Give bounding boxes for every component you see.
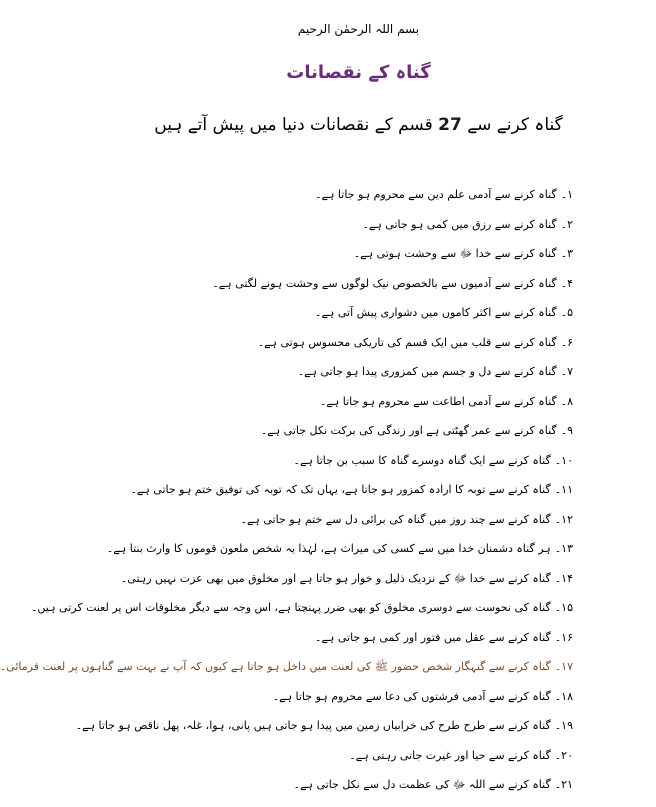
list-item xyxy=(121,269,573,299)
list-item xyxy=(121,357,573,387)
list-item xyxy=(121,623,573,653)
list-item xyxy=(121,328,573,358)
list-item-text: گناہ کرنے سے طرح طرح کی خرابیاں زمین میں پیدا ہو جاتی ہیں پانی، ہوا، غلہ، پھل ناقص ہو جاتا ہے۔ xyxy=(75,719,551,732)
list-item-number: ۷۔ xyxy=(560,365,573,378)
list-item-text: گناہ کرنے سے عقل میں فتور اور کمی ہو جاتی ہے۔ xyxy=(315,630,551,644)
list-item xyxy=(0,652,573,682)
list-item-number: ۴۔ xyxy=(560,276,573,290)
list-item xyxy=(121,505,573,535)
list-item xyxy=(121,475,573,505)
list-item xyxy=(121,741,573,771)
subtitle-prefix: گناہ کرنے سے xyxy=(467,115,563,135)
list-item-text: گناہ کرنے سے گنہگار شخص حضور ﷺ کی لعنت میں داخل ہو جاتا ہے کیوں کہ آپ نے بہت سے گناہوں پر لعنت فرمائی۔ xyxy=(0,660,551,673)
list-item-number: ۹۔ xyxy=(560,424,573,437)
list-item-number: ۱۶۔ xyxy=(554,630,573,644)
list-item-text: گناہ کرنے سے خدا ﷻ کے نزدیک ذلیل و خوار ہو جاتا ہے اور مخلوق میں بھی عزت نہیں رہتی۔ xyxy=(120,571,551,585)
list-item-text: گناہ کرنے سے اللہ ﷻ کی عظمت دل سے نکل جاتی ہے۔ xyxy=(293,778,551,791)
list-item-text: گناہ کرنے سے اکثر کاموں میں دشواری پیش آتی ہے۔ xyxy=(315,306,557,319)
list-item-number: ۱۹۔ xyxy=(554,719,573,732)
list-item xyxy=(121,682,573,712)
list-item xyxy=(75,711,573,741)
list-item-text: گناہ کرنے سے رزق میں کمی ہو جاتی ہے۔ xyxy=(362,217,557,231)
list-item-text: گناہ کرنے سے توبہ کا ارادہ کمزور ہو جاتا ہے، یہاں تک کہ توبہ کی توفیق ختم ہو جاتی ہے۔ xyxy=(130,483,551,496)
list-item xyxy=(30,593,573,623)
list-item xyxy=(121,298,573,328)
list-item-text: گناہ کرنے سے دل و جسم میں کمزوری پیدا ہو جاتی ہے۔ xyxy=(297,365,557,378)
list-item xyxy=(121,564,573,594)
list-item-text: گناہ کرنے سے قلب میں ایک قسم کی تاریکی محسوس ہوتی ہے۔ xyxy=(257,335,557,349)
list-item xyxy=(121,416,573,446)
subtitle-number: 27 xyxy=(438,115,462,135)
list-item-number: ۲۰۔ xyxy=(554,748,573,762)
list-item-number: ۱۷۔ xyxy=(554,660,573,673)
list-item xyxy=(121,210,573,240)
list-item-number: ۱۴۔ xyxy=(554,571,573,585)
list-item-text: گناہ کرنے سے آدمی اطاعت سے محروم ہو جاتا ہے۔ xyxy=(319,394,557,408)
list-item-text: گناہ کرنے سے ایک گناہ دوسرے گناہ کا سبب بن جاتا ہے۔ xyxy=(293,453,551,467)
list-item-number: ۳۔ xyxy=(560,247,573,260)
list-item-text: گناہ کرنے سے حیا اور غیرت جاتی رہتی ہے۔ xyxy=(349,748,551,762)
list-item xyxy=(121,180,573,210)
list-item-number: ۶۔ xyxy=(560,335,573,349)
list-item-number: ۱۔ xyxy=(560,188,573,201)
list-item-number: ۱۳۔ xyxy=(554,542,573,555)
list-item-number: ۱۱۔ xyxy=(554,483,573,496)
list-item-number: ۱۰۔ xyxy=(554,453,573,467)
list-item xyxy=(121,446,573,476)
list-item-number: ۱۲۔ xyxy=(554,512,573,526)
list-item xyxy=(121,770,573,800)
list-item-text: گناہ کرنے سے عمر گھٹتی ہے اور زندگی کی برکت نکل جاتی ہے۔ xyxy=(260,424,557,437)
list-item-number: ۲۔ xyxy=(560,217,573,231)
list-item xyxy=(121,387,573,417)
subtitle-suffix: قسم کے نقصانات دنیا میں پیش آتے ہیں xyxy=(154,115,433,135)
list-item-number: ۵۔ xyxy=(560,306,573,319)
page-title: گناہ کے نقصانات xyxy=(286,62,431,83)
list-item-text: گناہ کی نحوست سے دوسری مخلوق کو بھی ضرر پہنچتا ہے، اس وجہ سے دیگر مخلوقات اس پر لعنت کرتی ہیں۔ xyxy=(30,601,551,614)
list-item xyxy=(121,239,573,269)
list-item-number: ۱۵۔ xyxy=(554,601,573,614)
list-item-number: ۸۔ xyxy=(560,394,573,408)
list-item-text: گناہ کرنے سے آدمیوں سے بالخصوص نیک لوگوں سے وحشت ہونے لگتی ہے۔ xyxy=(212,276,557,290)
list-item-number: ۲۱۔ xyxy=(554,778,573,791)
list-item-text: ہر گناہ دشمنان خدا میں سے کسی کی میراث ہے، لہٰذا یہ شخص ملعون قوموں کا وارث بنتا ہے۔ xyxy=(106,542,551,555)
list-item-number: ۱۸۔ xyxy=(554,689,573,703)
list-item-text: گناہ کرنے سے آدمی فرشتوں کی دعا سے محروم ہو جاتا ہے۔ xyxy=(272,689,551,703)
harms-list xyxy=(0,180,573,800)
list-item xyxy=(106,534,573,564)
list-item-text: گناہ کرنے سے چند روز میں گناہ کی برائی دل سے ختم ہو جاتی ہے۔ xyxy=(240,512,551,526)
page-subtitle xyxy=(61,114,656,135)
list-item-text: گناہ کرنے سے خدا ﷻ سے وحشت ہوتی ہے۔ xyxy=(353,247,557,260)
list-item-text: گناہ کرنے سے آدمی علم دین سے محروم ہو جاتا ہے۔ xyxy=(315,188,557,201)
bismillah-calligraphy: بسم اللہ الرحمٰن الرحیم xyxy=(297,22,420,36)
